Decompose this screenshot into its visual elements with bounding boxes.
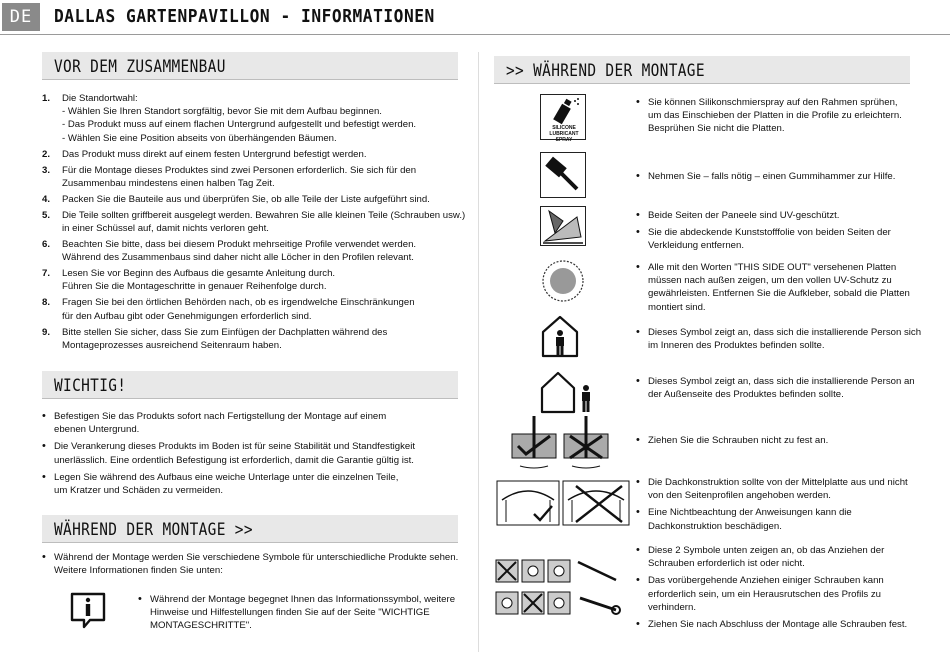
- step-text: Packen Sie die Bauteile aus und überprüfen Sie, ob alle Teile der Liste aufgeführt sind.: [62, 193, 430, 205]
- step-text: für den Aufbau gibt oder Genehmigungen erforderlich sind.: [62, 310, 312, 322]
- important-text: • Die Verankerung dieses Produkts im Boden ist für seine Stabilität und Standfestigkeit: [54, 441, 416, 453]
- step-text: Das Produkt muss direkt auf einem festen Untergrund befestigt werden.: [62, 148, 367, 160]
- important-text: • Legen Sie während des Aufbaus eine weiche Unterlage unter die einzelnen Teile,: [54, 471, 399, 483]
- assembly-steps-list: [42, 92, 467, 355]
- step-item: [42, 92, 467, 145]
- this-side-out-note-list: [634, 261, 924, 318]
- step-number: 7.: [42, 268, 51, 280]
- step-text: Fragen Sie bei den örtlichen Behörden nach, ob es irgendwelche Einschränkungen: [62, 297, 415, 309]
- step-item: [42, 238, 467, 264]
- screw-tighten-icons: [494, 558, 624, 618]
- rubber-mallet-icon: [540, 152, 586, 198]
- during-intro-list: [40, 551, 465, 581]
- info-note-list: [136, 593, 466, 637]
- sun-sticker-icon: [540, 258, 586, 304]
- list-item: • Die Dachkonstruktion sollte von der Mittelplatte aus und nicht von den Seitenprofilen angehoben werden.: [634, 476, 924, 502]
- step-number: 5.: [42, 209, 51, 221]
- step-text: - Das Produkt muss auf einem flachen Untergrund aufgestellt und befestigt werden.: [62, 119, 417, 131]
- important-text: • Befestigen Sie das Produkts sofort nach Fertigstellung der Montage auf einem: [54, 411, 387, 422]
- step-text: Bitte stellen Sie sicher, dass Sie zum Einfügen der Dachplatten während des: [62, 326, 388, 338]
- step-text: Montageprozesses ausreichend Seitenraum haben.: [62, 339, 282, 351]
- list-item: • Beide Seiten der Paneele sind UV-geschützt.: [634, 209, 924, 222]
- step-item: [42, 193, 467, 206]
- step-text: Die Standortwahl:: [62, 93, 138, 104]
- top-header-bar: [0, 0, 950, 35]
- section-heading-during-left: WÄHREND DER MONTAGE >>: [42, 515, 458, 543]
- important-text: um Kratzer und Schäden zu vermeiden.: [54, 485, 224, 497]
- section-heading-important: WICHTIG!: [42, 371, 458, 399]
- important-item: [40, 410, 465, 436]
- list-item: • Dieses Symbol zeigt an, dass sich die installierende Person an der Außenseite des Produktes befinden sollte.: [634, 375, 924, 401]
- step-number: 1.: [42, 93, 51, 104]
- spray-can-icon: [540, 94, 586, 143]
- person-inside-icon: [540, 314, 580, 358]
- column-divider: [478, 52, 479, 652]
- screw-note-list: [634, 434, 924, 451]
- spray-label: SILICONE LUBRICANT SPRAY: [549, 125, 579, 143]
- step-text: Während des Zusammenbaus sind daher nicht alle Löcher in den Profilen relevant.: [62, 252, 414, 264]
- section-heading-before-assembly: VOR DEM ZUSAMMENBAU: [42, 52, 458, 80]
- roof-frame-icon: [496, 480, 630, 526]
- step-number: 6.: [42, 239, 51, 251]
- important-text: ebenen Untergrund.: [54, 424, 140, 436]
- important-item: [40, 440, 465, 466]
- important-text: unerlässlich. Eine ordentlich Befestigung ist erforderlich, damit die Garantie gültig ist.: [54, 454, 414, 466]
- step-number: 9.: [42, 326, 51, 338]
- screw-overtighten-icon: [506, 412, 614, 470]
- important-list: [40, 410, 465, 501]
- tighten-note-list: [634, 544, 924, 635]
- language-badge: DE: [2, 3, 40, 31]
- step-text: Beachten Sie bitte, dass bei diesem Produkt mehrseitige Profile verwendet werden.: [62, 239, 417, 251]
- list-item: • Sie können Silikonschmierspray auf den Rahmen sprühen, um das Einschieben der Platten in die Profile zu erleichtern. Besprühen Sie nicht die Platten.: [634, 96, 924, 136]
- important-item: [40, 471, 465, 497]
- list-item: • Eine Nichtbeachtung der Anweisungen kann die Dachkonstruktion beschädigen.: [634, 506, 924, 532]
- person-outside-icon: [540, 370, 596, 414]
- step-item: [42, 267, 467, 293]
- list-item: • Dieses Symbol zeigt an, dass sich die installierende Person sich im Inneren des Produktes befinden sollte.: [634, 326, 924, 352]
- step-number: 2.: [42, 148, 51, 160]
- step-text: Lesen Sie vor Beginn des Aufbaus die gesamte Anleitung durch.: [62, 268, 336, 280]
- step-text: - Wählen Sie Ihren Standort sorgfältig, bevor Sie mit dem Aufbau beginnen.: [62, 106, 382, 118]
- step-text: Zusammenbau mindestens einen halben Tag Zeit.: [62, 177, 275, 189]
- step-text: Für die Montage dieses Produktes sind zwei Personen erforderlich. Sie sich für den: [62, 164, 417, 176]
- list-item: • Ziehen Sie nach Abschluss der Montage alle Schrauben fest.: [634, 618, 924, 631]
- step-item: [42, 209, 467, 235]
- info-icon: [68, 590, 108, 630]
- list-item: • Diese 2 Symbole unten zeigen an, ob das Anziehen der Schrauben erforderlich ist oder nicht.: [634, 544, 924, 570]
- list-item: • Ziehen Sie die Schrauben nicht zu fest an.: [634, 434, 924, 447]
- step-item: [42, 164, 467, 190]
- step-text: Führen Sie die Montageschritte in genauer Reihenfolge durch.: [62, 281, 327, 293]
- spray-note-list: [634, 96, 924, 140]
- step-text: Die Teile sollten griffbereit ausgelegt werden. Bewahren Sie alle kleinen Teile (Schrauben usw.): [62, 209, 466, 221]
- step-text: - Wählen Sie eine Position abseits von überhängenden Bäumen.: [62, 132, 337, 144]
- inside-note-list: [634, 326, 924, 356]
- list-item: • Das vorübergehende Anziehen einiger Schrauben kann erforderlich sein, um ein Herausrutschen des Profils zu verhindern.: [634, 574, 924, 614]
- step-number: 4.: [42, 193, 51, 205]
- outside-note-list: [634, 375, 924, 405]
- uv-film-note-list: [634, 209, 924, 257]
- peel-film-icon: [540, 206, 586, 246]
- page-title: DALLAS GARTENPAVILLON - INFORMATIONEN: [54, 6, 435, 27]
- roof-note-list: [634, 476, 924, 537]
- list-item: • Während der Montage begegnet Ihnen das Informationssymbol, weitere Hinweise und Hilfestellungen finden Sie auf der Seite "WICHTIGE MONTAGESCHRITTE".: [136, 593, 466, 633]
- list-item: • Alle mit den Worten "THIS SIDE OUT" versehenen Platten müssen nach außen zeigen, um den vollen UV-Schutz zu gewährleisten. Entfernen Sie die Aufkleber, sobald die Platten montiert sind.: [634, 261, 924, 314]
- step-number: 3.: [42, 164, 51, 176]
- step-number: 8.: [42, 297, 51, 309]
- section-heading-during-right: >> WÄHREND DER MONTAGE: [494, 56, 910, 84]
- list-item: • Sie die abdeckende Kunststofffolie von beiden Seiten der Verkleidung entfernen.: [634, 226, 924, 252]
- step-item: [42, 296, 467, 322]
- step-text: in einer Schüssel auf, damit nichts verloren geht.: [62, 223, 269, 235]
- step-item: [42, 326, 467, 352]
- list-item: • Während der Montage werden Sie verschiedene Symbole für unterschiedliche Produkte sehen. Weitere Informationen finden Sie unten:: [40, 551, 465, 577]
- step-item: [42, 148, 467, 161]
- mallet-note-list: [634, 170, 924, 187]
- list-item: • Nehmen Sie – falls nötig – einen Gummihammer zur Hilfe.: [634, 170, 924, 183]
